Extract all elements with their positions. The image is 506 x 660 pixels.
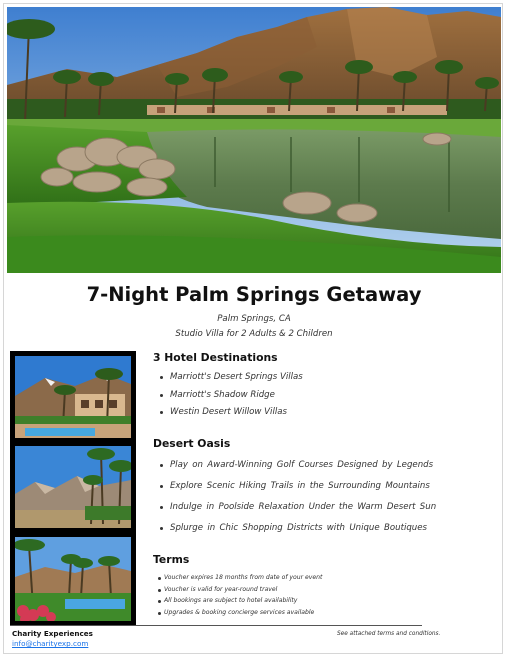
org-name: Charity Experiences xyxy=(12,629,93,638)
terms-list xyxy=(164,574,322,621)
list-item: All bookings are subject to hotel availability xyxy=(164,597,322,609)
hotels-list xyxy=(170,372,303,425)
resort-garden-palms-photo xyxy=(15,537,131,621)
list-item: Westin Desert Willow Villas xyxy=(170,407,303,425)
page-title: 7-Night Palm Springs Getaway xyxy=(86,283,422,306)
terms-note: See attached terms and conditions. xyxy=(337,631,441,637)
hero-image xyxy=(7,7,501,273)
flyer-page xyxy=(3,3,503,654)
list-item: Voucher expires 18 months from date of your event xyxy=(164,574,322,586)
list-item: Upgrades & booking concierge services available xyxy=(164,609,322,621)
villa-pool-photo xyxy=(15,356,131,438)
oasis-heading: Desert Oasis xyxy=(153,437,231,450)
list-item: Splurge in Chic Shopping Districts with Unique Boutiques xyxy=(170,523,436,544)
email-link[interactable]: info@charityexp.com xyxy=(12,639,89,648)
list-item: Explore Scenic Hiking Trails in the Surrounding Mountains xyxy=(170,481,436,502)
list-item: Voucher is valid for year-round travel xyxy=(164,586,322,598)
list-item: Indulge in Poolside Relaxation Under the Warm Desert Sun xyxy=(170,502,436,523)
footer-divider xyxy=(10,625,422,626)
oasis-list xyxy=(170,460,436,544)
location-text: Palm Springs, CA xyxy=(217,314,291,324)
desert-mountain-palms-photo xyxy=(15,446,131,528)
terms-heading: Terms xyxy=(153,553,190,566)
list-item: Marriott's Shadow Ridge xyxy=(170,390,303,408)
list-item: Play on Award-Winning Golf Courses Designed by Legends xyxy=(170,460,436,481)
hotels-heading: 3 Hotel Destinations xyxy=(153,351,278,364)
accommodation-text: Studio Villa for 2 Adults & 2 Children xyxy=(175,329,333,339)
photo-strip xyxy=(10,351,136,625)
list-item: Marriott's Desert Springs Villas xyxy=(170,372,303,390)
